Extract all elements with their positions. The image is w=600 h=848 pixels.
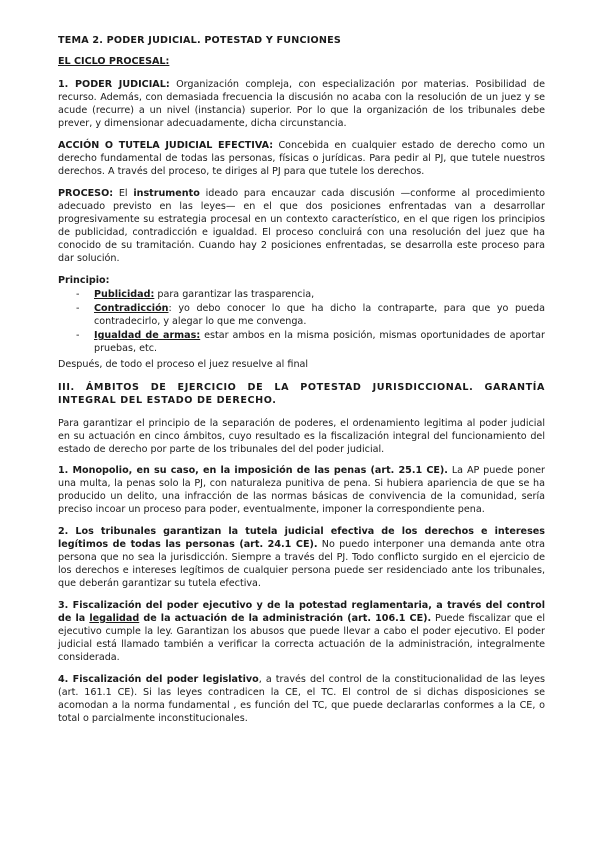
section-subtitle: EL CICLO PROCESAL: (58, 56, 170, 67)
paragraph-lead: 1. PODER JUDICIAL: (58, 79, 170, 90)
paragraph-text: Organización compleja, con especialización por materias. Posibilidad de recurso. Además, con demasiada frecuencia la discusión no acaba con la resolución de un juez y se acude (recurre) a un nivel (instancia) superior. Por lo que la organización de los tribunales debe prever, y dimensionar adecuadamente, dicha circunstancia. (58, 79, 545, 129)
paragraph-tutela-judicial (58, 139, 545, 178)
item-tutela (58, 525, 545, 590)
paragraph-lead: ACCIÓN O TUTELA JUDICIAL EFECTIVA: (58, 140, 274, 151)
item-lead: 1. Monopolio, en su caso, en la imposición de las penas (art. 25.1 CE). (58, 465, 448, 476)
item-text: La AP puede poner una multa, la penas solo la PJ, con naturaleza punitiva de pena. Si hubiera apariencia de que se ha producido un delito, una infracción de las normas básicas de convivencia de la comunidad, sería preciso incoar un proceso para poder, eventualmente, imponer la correspondiente pena. (58, 465, 545, 515)
list-item (76, 288, 545, 301)
principios-list (58, 288, 545, 355)
dash-bullet: - (76, 330, 80, 341)
paragraph-text: El (113, 188, 134, 199)
list-term: Publicidad: (94, 289, 155, 300)
list-term: Contradicción (94, 303, 169, 314)
document-title: TEMA 2. PODER JUDICIAL. POTESTAD Y FUNCIONES (58, 35, 341, 46)
section-3-heading: III. ÁMBITOS DE EJERCICIO DE LA POTESTAD JURISDICCIONAL. GARANTÍA INTEGRAL DEL ESTADO DE DERECHO. (58, 382, 545, 406)
section-3-intro: Para garantizar el principio de la separación de poderes, el ordenamiento legitima al poder judicial en su actuación en cinco ámbitos, cuyo resultado es la fiscalización integral del funcionamiento del estado de derecho por parte de los tribunales del del poder judicial. (58, 418, 545, 455)
paragraph-text: Concebida en cualquier estado de derecho como un derecho fundamental de todas las personas, físicas o jurídicas. Para pedir al PJ, que tutele nuestros derechos. A través del proceso, te diriges al PJ para que tutele los derechos. (58, 140, 545, 177)
list-item (76, 329, 545, 355)
item-text: Puede fiscalizar que el ejecutivo cumple la ley. Garantizan los abusos que puede llevar a cabo el poder ejecutivo. El poder judicial está llamado también a verificar la correcta actuación de la administración, integralmente considerada. (58, 613, 545, 663)
item-fiscalizacion-legislativo (58, 673, 545, 725)
list-term: Igualdad de armas: (94, 330, 201, 341)
item-lead: de la actuación de la administración (art. 106.1 CE). (139, 613, 432, 624)
dash-bullet: - (76, 289, 80, 300)
list-text: para garantizar las trasparencia, (154, 289, 315, 300)
item-text: No puedo interponer una demanda ante otra persona que no sea la jurisdicción. Siempre a través del PJ. Todo conflicto surgido en el ejercicio de los derechos e intereses legítimos de cualquier persona puede ser residenciado ante los tribunales, que deberán garantizar su tutela efectiva. (58, 539, 545, 589)
list-text: estar ambos en la misma posición, mismas oportunidades de aportar pruebas, etc. (94, 330, 546, 354)
item-lead: 2. Los tribunales garantizan la tutela judicial efectiva de los derechos e intereses legítimos de todas las personas (art. 24.1 CE). (58, 526, 545, 550)
item-monopolio (58, 464, 545, 516)
paragraph-bold-word: instrumento (133, 188, 200, 199)
list-text: : yo debo conocer lo que ha dicho la contraparte, para que yo pueda contradecirlo, y alegar lo que me convenga. (94, 303, 545, 327)
item-lead: 4. Fiscalización del poder legislativo (58, 674, 259, 685)
paragraph-text: ideado para encauzar cada discusión —conforme al procedimiento adecuado previsto en las leyes— en el que dos posiciones enfrentadas van a desarrollar progresivamente su estrategia procesal en un contexto característico, en el que rigen los principios de publicidad, contradicción e igualdad. El proceso concluirá con una resolución del juez que ha conocido de su tramitación. Cuando hay 2 posiciones enfrentadas, se desarrolla este proceso para dar solución. (58, 188, 545, 264)
paragraph-lead: PROCESO: (58, 188, 114, 199)
list-item (76, 302, 545, 328)
after-list-text: Después, de todo el proceso el juez resuelve al final (58, 359, 309, 370)
dash-bullet: - (76, 303, 80, 314)
item-lead-underlined: legalidad (89, 613, 140, 624)
item-fiscalizacion-ejecutivo (58, 599, 545, 664)
principio-label: Principio: (58, 275, 110, 286)
item-text: , a través del control de la constitucionalidad de las leyes (art. 161.1 CE). Si las leyes contradicen la CE, el TC. El control de si dichas disposiciones se acomodan a la norma fundamental , es función del TC, que puede declararlas conformes a la CE, o total o parcialmente inconstitucionales. (58, 674, 545, 724)
paragraph-poder-judicial (58, 78, 545, 130)
item-lead: 3. Fiscalización del poder ejecutivo y de la potestad reglamentaria, a través del control de la (58, 600, 545, 624)
paragraph-proceso (58, 187, 545, 265)
